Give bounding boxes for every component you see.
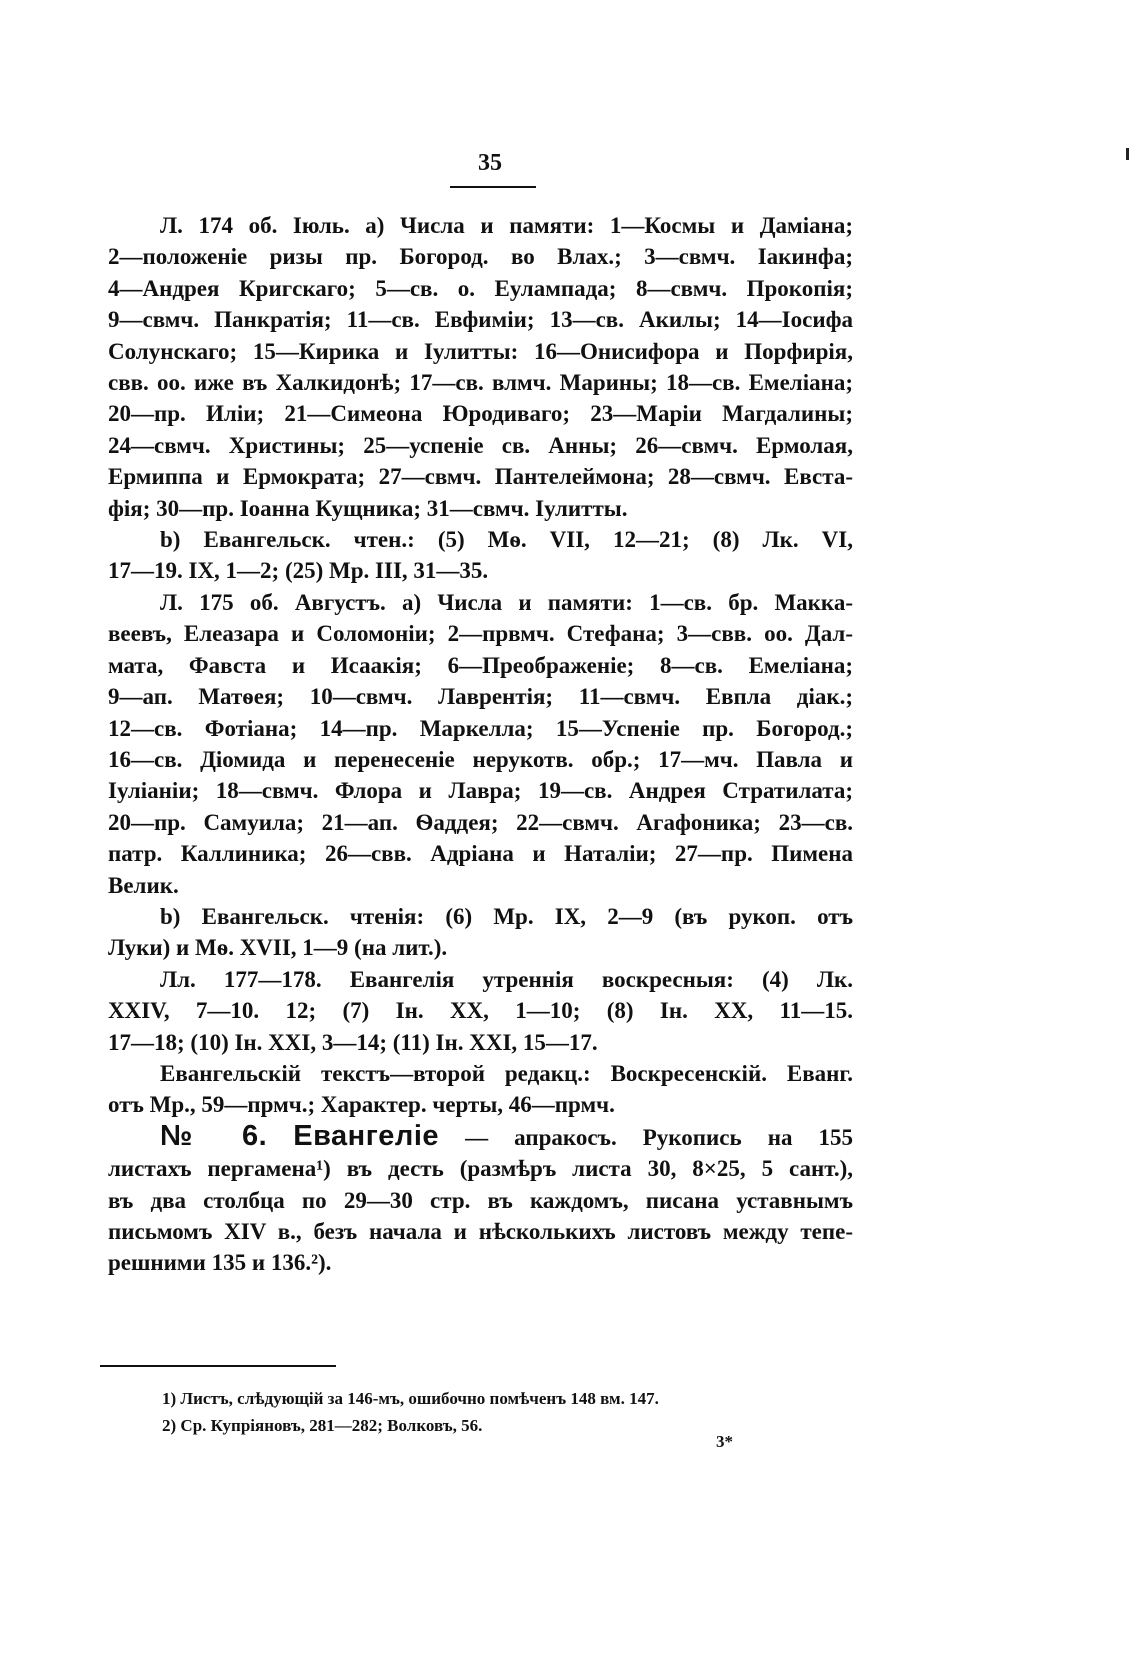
footnotes <box>162 1385 762 1439</box>
text-line: 24—свмч. Христины; 25—успеніе св. Анны; 26—свмч. Ермолая, <box>108 432 853 458</box>
signature-mark: 3* <box>716 1432 733 1451</box>
footnote-2: 2) Ср. Купріяновъ, 281—282; Волковъ, 56. <box>162 1416 483 1435</box>
text-line: патр. Каллиника; 26—свв. Адріана и Наталіи; 27—пр. Пимена <box>108 841 853 867</box>
text-line: 4—Андрея Кригскаго; 5—св. о. Еулампада; 8—свмч. Прокопія; <box>108 275 853 301</box>
page-number-rule <box>450 186 536 188</box>
text-line: отъ Мр., 59—прмч.; Характер. черты, 46—прмч. <box>108 1092 615 1118</box>
text-line: Луки) и Мѳ. XVII, 1—9 (на лит.). <box>108 935 448 961</box>
body-text <box>108 210 853 1279</box>
margin-mark <box>1126 148 1129 160</box>
text-line: Л. 175 об. Августъ. а) Числа и памяти: 1—св. бр. Макка- <box>160 589 853 615</box>
text-line: Солунскаго; 15—Кирика и Іулитты: 16—Онисифора и Порфирія, <box>108 338 853 364</box>
text-line: Л. 174 об. Іюль. а) Числа и памяти: 1—Космы и Даміана; <box>160 213 853 238</box>
entry-title: Евангеліе <box>293 1119 440 1152</box>
entry-line: решними 135 и 136.²). <box>108 1250 332 1276</box>
text-line: 20—пр. Самуила; 21—ап. Ѳаддея; 22—свмч. Агафоника; 23—св. <box>108 809 853 835</box>
entry-heading-line <box>108 1121 853 1153</box>
text-line: 17—19. IX, 1—2; (25) Мр. III, 31—35. <box>108 558 489 584</box>
text-line: веевъ, Елеазара и Соломоніи; 2—првмч. Стефана; 3—свв. оо. Дал- <box>108 621 853 647</box>
page-number: 35 <box>478 150 502 176</box>
text-line: фія; 30—пр. Іоанна Кущника; 31—свмч. Іулитты. <box>108 495 628 521</box>
text-line: XXIV, 7—10. 12; (7) Ін. XX, 1—10; (8) Ін. XX, 11—15. <box>108 998 853 1024</box>
footnote-rule <box>100 1365 336 1367</box>
text-line: Іуліаніи; 18—свмч. Флора и Лавра; 19—св. Андрея Стратилата; <box>108 778 853 804</box>
entry-first-line: — апракосъ. Рукопись на 155 <box>465 1124 854 1150</box>
footnote-1: 1) Листъ, слѣдующій за 146-мъ, ошибочно помѣченъ 148 вм. 147. <box>162 1389 659 1408</box>
text-line: Евангельскій текстъ—второй редакц.: Воскресенскій. Еванг. <box>160 1060 853 1086</box>
text-line: мата, Фавста и Исаакія; 6—Преображеніе; 8—св. Емеліана; <box>108 652 853 678</box>
text-line: Ермиппа и Ермократа; 27—свмч. Пантелеймона; 28—свмч. Евста- <box>108 464 853 490</box>
text-line: b) Евангельск. чтен.: (5) Мѳ. VII, 12—21; (8) Лк. VI, <box>160 527 853 553</box>
text-line: Велик. <box>108 872 179 898</box>
text-line: 9—свмч. Панкратія; 11—св. Евфиміи; 13—св. Акилы; 14—Іосифа <box>108 307 853 333</box>
text-line: 17—18; (10) Ін. XXI, 3—14; (11) Ін. XXI, 15—17. <box>108 1029 598 1055</box>
entry-line: въ два столбца по 29—30 стр. въ каждомъ, писана уставнымъ <box>108 1187 853 1213</box>
text-line: 12—св. Фотіана; 14—пр. Маркелла; 15—Успеніе пр. Богород.; <box>108 715 853 741</box>
entry-line: листахъ пергамена¹) въ десть (размѣръ листа 30, 8×25, 5 сант.), <box>108 1156 853 1182</box>
entry-line: письмомъ XIV в., безъ начала и нѣсколькихъ листовъ между тепе- <box>108 1219 853 1244</box>
text-line: b) Евангельск. чтенія: (6) Мр. IX, 2—9 (въ рукоп. отъ <box>160 903 853 929</box>
text-line: свв. оо. иже въ Халкидонѣ; 17—св. влмч. Марины; 18—св. Емеліана; <box>108 370 853 396</box>
text-line: 16—св. Діомида и перенесеніе нерукотв. обр.; 17—мч. Павла и <box>108 746 853 772</box>
text-line: 9—ап. Матѳея; 10—свмч. Лаврентія; 11—свмч. Евпла діак.; <box>108 684 853 710</box>
text-line: 20—пр. Иліи; 21—Симеона Юродиваго; 23—Маріи Магдалины; <box>108 401 853 427</box>
entry-number: № 6. <box>160 1119 268 1152</box>
text-line: 2—положеніе ризы пр. Богород. во Влах.; 3—свмч. Іакинфа; <box>108 244 853 270</box>
text-line: Лл. 177—178. Евангелія утреннія воскресныя: (4) Лк. <box>160 966 853 992</box>
